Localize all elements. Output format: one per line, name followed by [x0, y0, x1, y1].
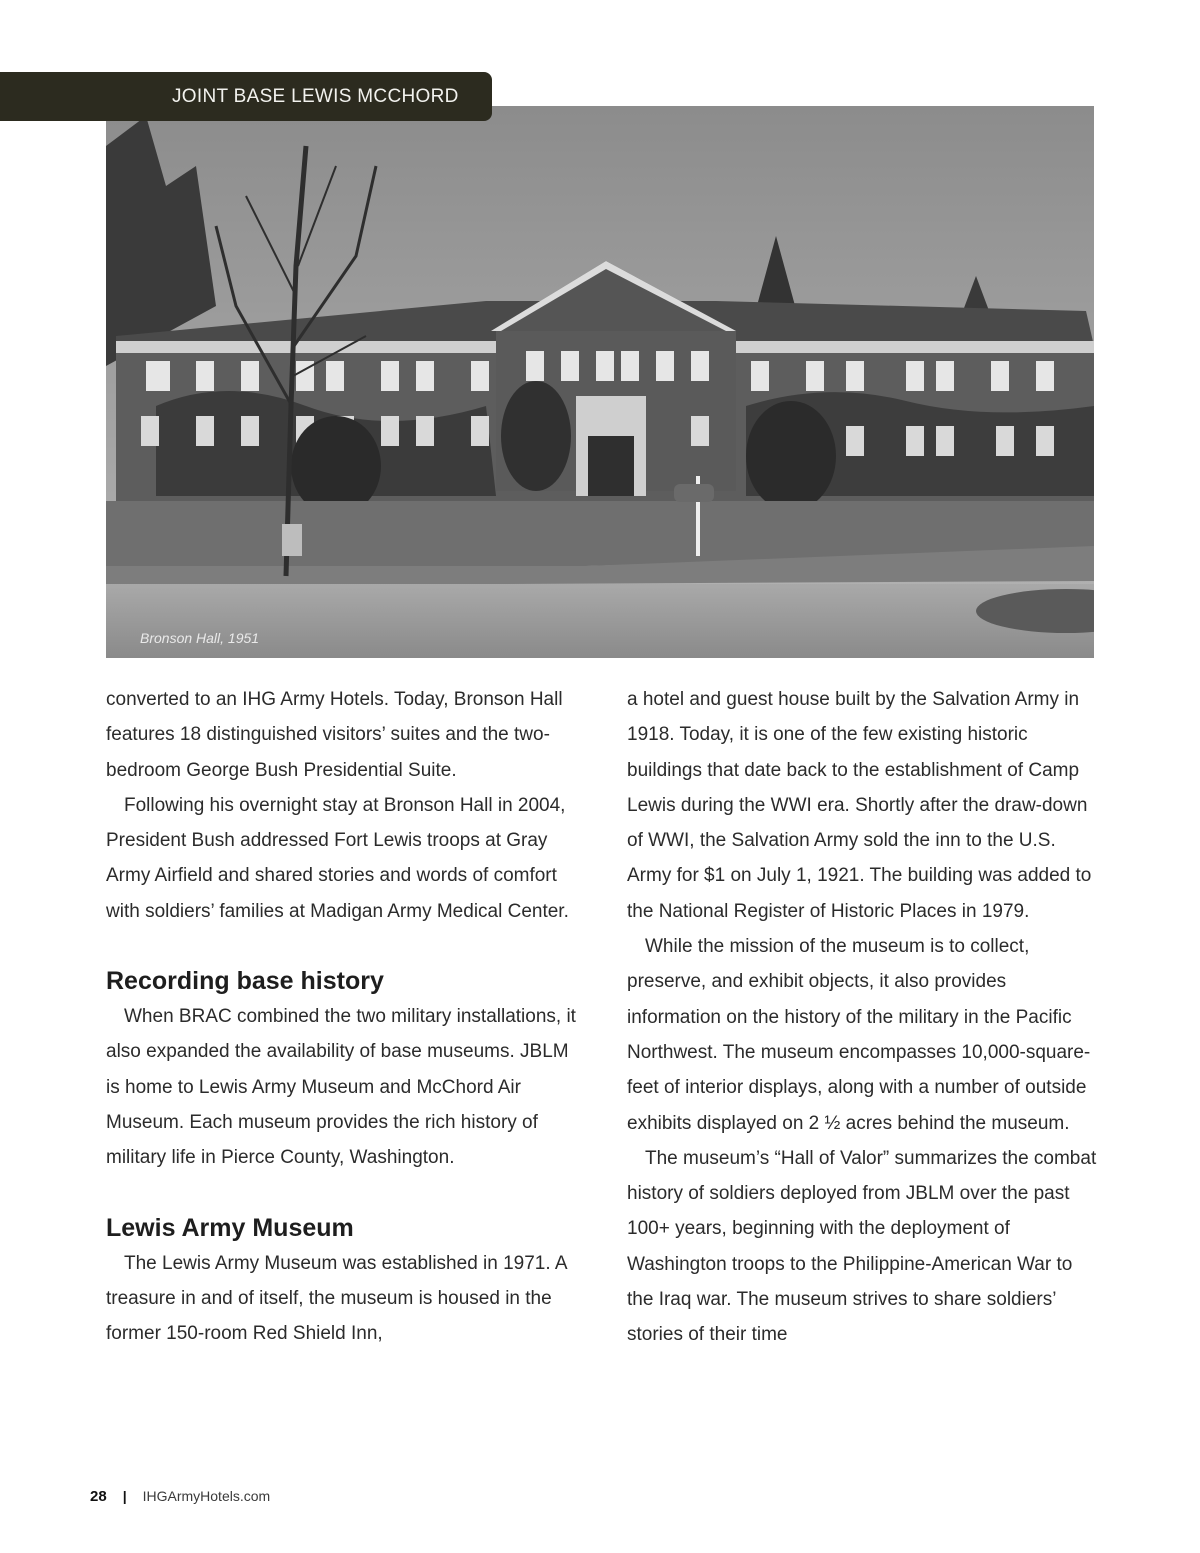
left-column [106, 682, 576, 1351]
building-photo-illustration [106, 106, 1094, 658]
footer-separator: | [122, 1488, 127, 1504]
paragraph: The museum’s “Hall of Valor” summarizes the combat history of soldiers deployed from JBLM over the past 100+ years, beginning with the deployment of Washington troops to the Philippine-American War to the Iraq war. The museum strives to share soldiers’ stories of their time [627, 1147, 1097, 1346]
right-column [627, 682, 1097, 1353]
website-link[interactable]: IHGArmyHotels.com [142, 1488, 271, 1504]
section-heading: Recording base history [106, 967, 384, 996]
paragraph: a hotel and guest house built by the Salvation Army in 1918. Today, it is one of the few existing historic buildings that date back to the establishment of Camp Lewis during the WWI era. Shortly after the draw-down of WWI, the Salvation Army sold the inn to the U.S. Army for $1 on July 1, 1921. The building was added to the National Register of Historic Places in 1979. [627, 689, 1092, 922]
section-heading: Lewis Army Museum [106, 1213, 354, 1242]
historic-photo [106, 106, 1094, 658]
paragraph: converted to an IHG Army Hotels. Today, Bronson Hall features 18 distinguished visitors’ suites and the two-bedroom George Bush Presidential Suite. [106, 689, 563, 781]
paragraph: While the mission of the museum is to collect, preserve, and exhibit objects, it also provides information on the history of the military in the Pacific Northwest. The museum encompasses 10,000-square-feet of interior displays, along with a number of outside exhibits displayed on 2 ½ acres behind the museum. [627, 936, 1091, 1134]
section-label: JOINT BASE LEWIS MCCHORD [0, 72, 492, 121]
photo-caption: Bronson Hall, 1951 [140, 630, 260, 646]
paragraph: The Lewis Army Museum was established in 1971. A treasure in and of itself, the museum is housed in the former 150-room Red Shield Inn, [106, 1252, 567, 1345]
paragraph: When BRAC combined the two military installations, it also expanded the availability of base museums. JBLM is home to Lewis Army Museum and McChord Air Museum. Each museum provides the rich history of military life in Pierce County, Washington. [106, 1006, 576, 1169]
page-number: 28 [90, 1488, 107, 1505]
page-footer [90, 1488, 270, 1505]
paragraph: Following his overnight stay at Bronson Hall in 2004, President Bush addressed Fort Lewis troops at Gray Army Airfield and shared stories and words of comfort with soldiers’ families at Madigan Army Medical Center. [106, 794, 569, 922]
